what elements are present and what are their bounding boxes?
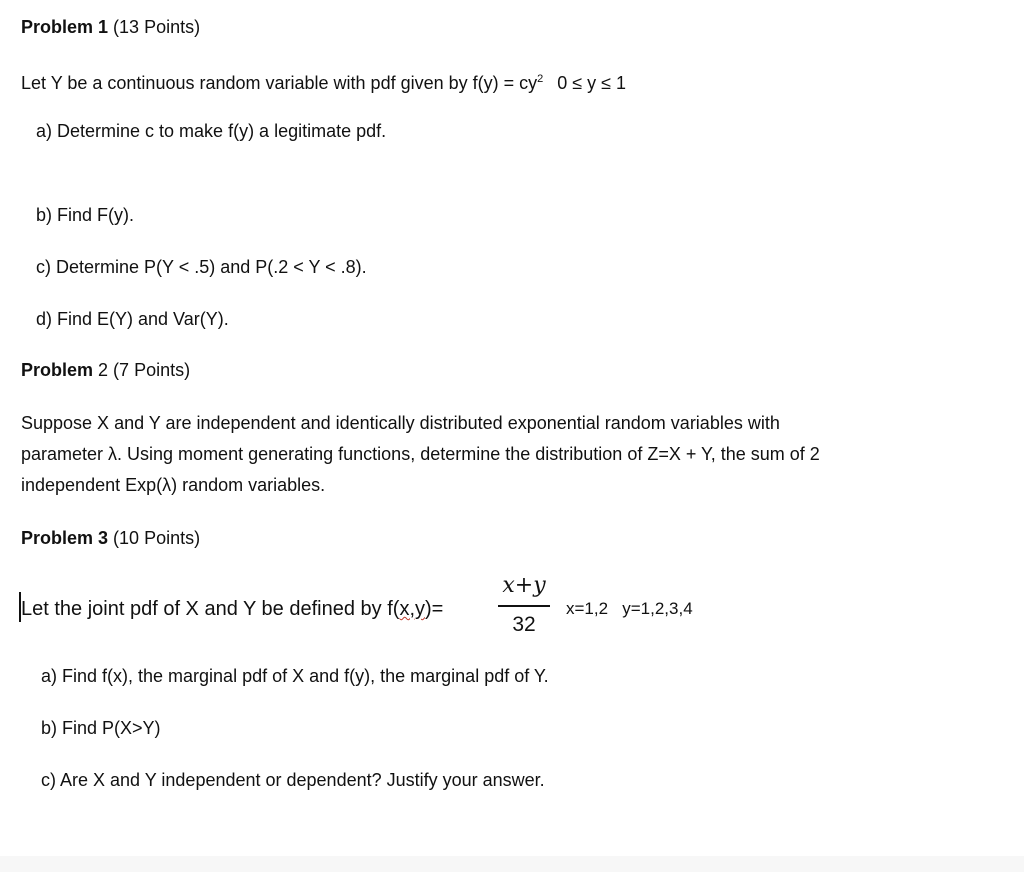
joint-pdf-support: x=1,2 y=1,2,3,4 — [566, 599, 693, 618]
problem-1-part-c: c) Determine P(Y < .5) and P(.2 < Y < .8). — [36, 257, 367, 277]
fraction-numerator: x+y — [502, 573, 546, 598]
problem-1-intro-exponent: 2 — [537, 73, 544, 85]
fraction-denominator: 32 — [512, 613, 536, 636]
problem-1-intro — [21, 68, 626, 94]
problem-2-points: 2 (7 Points) — [98, 360, 191, 380]
problem-1-points: (13 Points) — [113, 17, 201, 37]
problem-2-text-line-3: independent Exp(λ) random variables. — [21, 475, 326, 495]
problem-2-text-line-2: parameter λ. Using moment generating functions, determine the distribution of Z=X + Y, the sum of 2 — [21, 444, 820, 464]
problem-3-points: (10 Points) — [113, 528, 201, 548]
problem-2-text-line-1: Suppose X and Y are independent and identically distributed exponential random variables with — [21, 413, 780, 433]
problem-2-heading — [21, 359, 190, 381]
problem-1-part-a: a) Determine c to make f(y) a legitimate pdf. — [36, 121, 387, 141]
joint-pdf-text-after: )= — [425, 598, 444, 620]
problem-1-title: Problem 1 — [21, 17, 109, 37]
problem-3-title: Problem 3 — [21, 528, 109, 548]
problem-3-heading — [21, 527, 200, 549]
problem-1-part-b: b) Find F(y). — [36, 205, 135, 225]
fraction-bar — [498, 605, 550, 607]
problem-3-part-c: c) Are X and Y independent or dependent? Justify your answer. — [41, 770, 545, 790]
problem-1-part-d: d) Find E(Y) and Var(Y). — [36, 309, 229, 329]
joint-pdf-fraction — [496, 572, 552, 638]
problem-1-intro-text: Let Y be a continuous random variable with pdf given by f(y) = cy — [21, 73, 538, 93]
problem-3-joint-pdf-text — [21, 597, 443, 621]
page-bottom-edge — [0, 856, 1024, 872]
problem-1-intro-range: 0 ≤ y ≤ 1 — [557, 73, 627, 93]
joint-pdf-xy: x,y — [399, 598, 425, 620]
problem-3-part-b: b) Find P(X>Y) — [41, 718, 161, 738]
problem-1-heading — [21, 16, 200, 38]
problem-2-title: Problem — [21, 360, 94, 380]
problem-3-part-a: a) Find f(x), the marginal pdf of X and f(y), the marginal pdf of Y. — [41, 666, 549, 686]
joint-pdf-text-before: Let the joint pdf of X and Y be defined by f( — [21, 598, 400, 620]
